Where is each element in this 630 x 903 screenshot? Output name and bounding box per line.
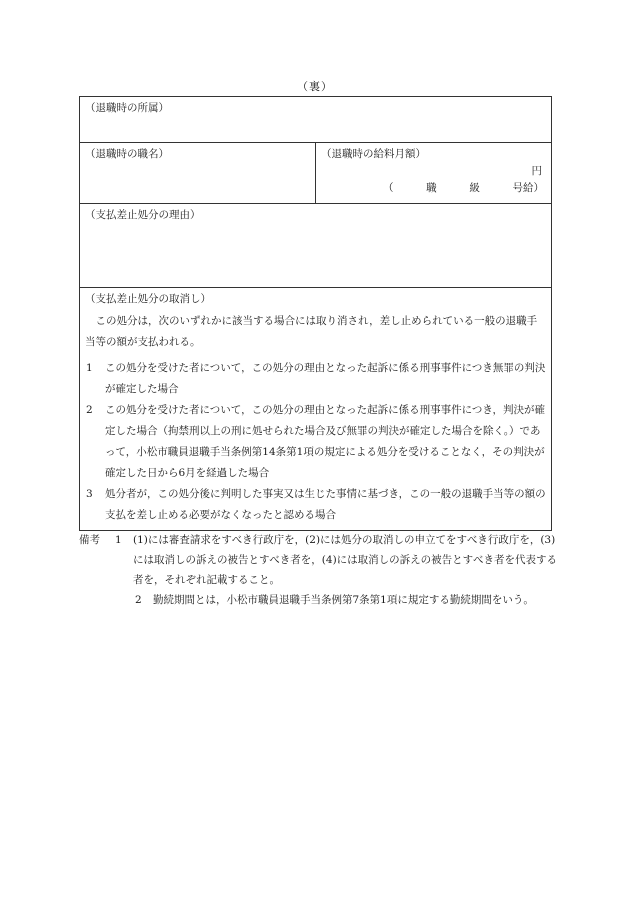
salary-label: （退職時の給料月額） [321, 148, 426, 160]
remark-item [79, 590, 559, 610]
post-field[interactable] [80, 143, 316, 204]
cancellation-section [80, 288, 552, 531]
reason-row [80, 204, 552, 288]
reason-field[interactable] [80, 204, 552, 288]
cancellation-row [80, 288, 552, 531]
cancellation-item [85, 358, 546, 400]
reason-label: （支払差止処分の理由） [85, 209, 201, 221]
remark-item [79, 530, 559, 590]
remarks-heading: 備考 [79, 534, 100, 546]
post-label: （退職時の職名） [85, 148, 169, 160]
cancellation-item-number: 2 [86, 404, 93, 417]
remark-text: (1)には審査請求をすべき行政庁を，(2)には処分の取消しの申立てをすべき行政庁を，(3)には取消しの訴えの被告とすべき者を，(4)には取消しの訴えの被告とすべき者を代表する者を，それぞれ記載すること。 [133, 534, 557, 586]
affiliation-label: （退職時の所属） [85, 102, 169, 114]
remarks-section [79, 530, 559, 610]
remark-number: 2 [135, 594, 142, 606]
grade-level-label: 級 [469, 182, 480, 195]
cancellation-item-text: この処分を受けた者について，この処分の理由となった起訴に係る刑事事件につき無罪の判決が確定した場合 [105, 362, 546, 396]
dismissal-payment-form [79, 96, 552, 531]
cancellation-label: （支払差止処分の取消し） [85, 293, 211, 305]
page-title: （裏） [297, 80, 333, 93]
grade-step-label: 号給） [512, 182, 544, 195]
cancellation-item-text: この処分を受けた者について，この処分の理由となった起訴に係る刑事事件につき，判決が確定した場合（拘禁刑以上の刑に処せられた場合及び無罪の判決が確定した場合を除く。）であって，小松市職員退職手当条例第14条第1項の規定による処分を受けることなく，その判決が確定した日から6月を経過した場合 [105, 404, 545, 480]
cancellation-item-number: 3 [86, 488, 93, 501]
salary-grade-line [321, 181, 546, 195]
post-salary-row [80, 143, 552, 204]
remark-number: 1 [115, 534, 122, 546]
cancellation-item-number: 1 [86, 362, 93, 375]
cancellation-item-text: 処分者が，この処分後に判明した事実又は生じた事情に基づき，この一般の退職手当等の額の支払を差し止める必要がなくなったと認める場合 [105, 488, 546, 522]
salary-field[interactable] [316, 143, 552, 204]
salary-yen-unit: 円 [531, 165, 542, 178]
cancellation-item [85, 400, 546, 484]
affiliation-row [80, 97, 552, 143]
grade-open-paren: （ [383, 182, 394, 195]
grade-class-label: 職 [426, 182, 437, 195]
affiliation-field[interactable] [80, 97, 552, 143]
cancellation-intro: この処分は，次のいずれかに該当する場合には取り消され，差し止められている一般の退職手当等の額が支払われる。 [85, 315, 538, 349]
cancellation-item [85, 484, 546, 526]
remark-text: 勤続期間とは，小松市職員退職手当条例第7条第1項に規定する勤続期間をいう。 [153, 594, 534, 606]
